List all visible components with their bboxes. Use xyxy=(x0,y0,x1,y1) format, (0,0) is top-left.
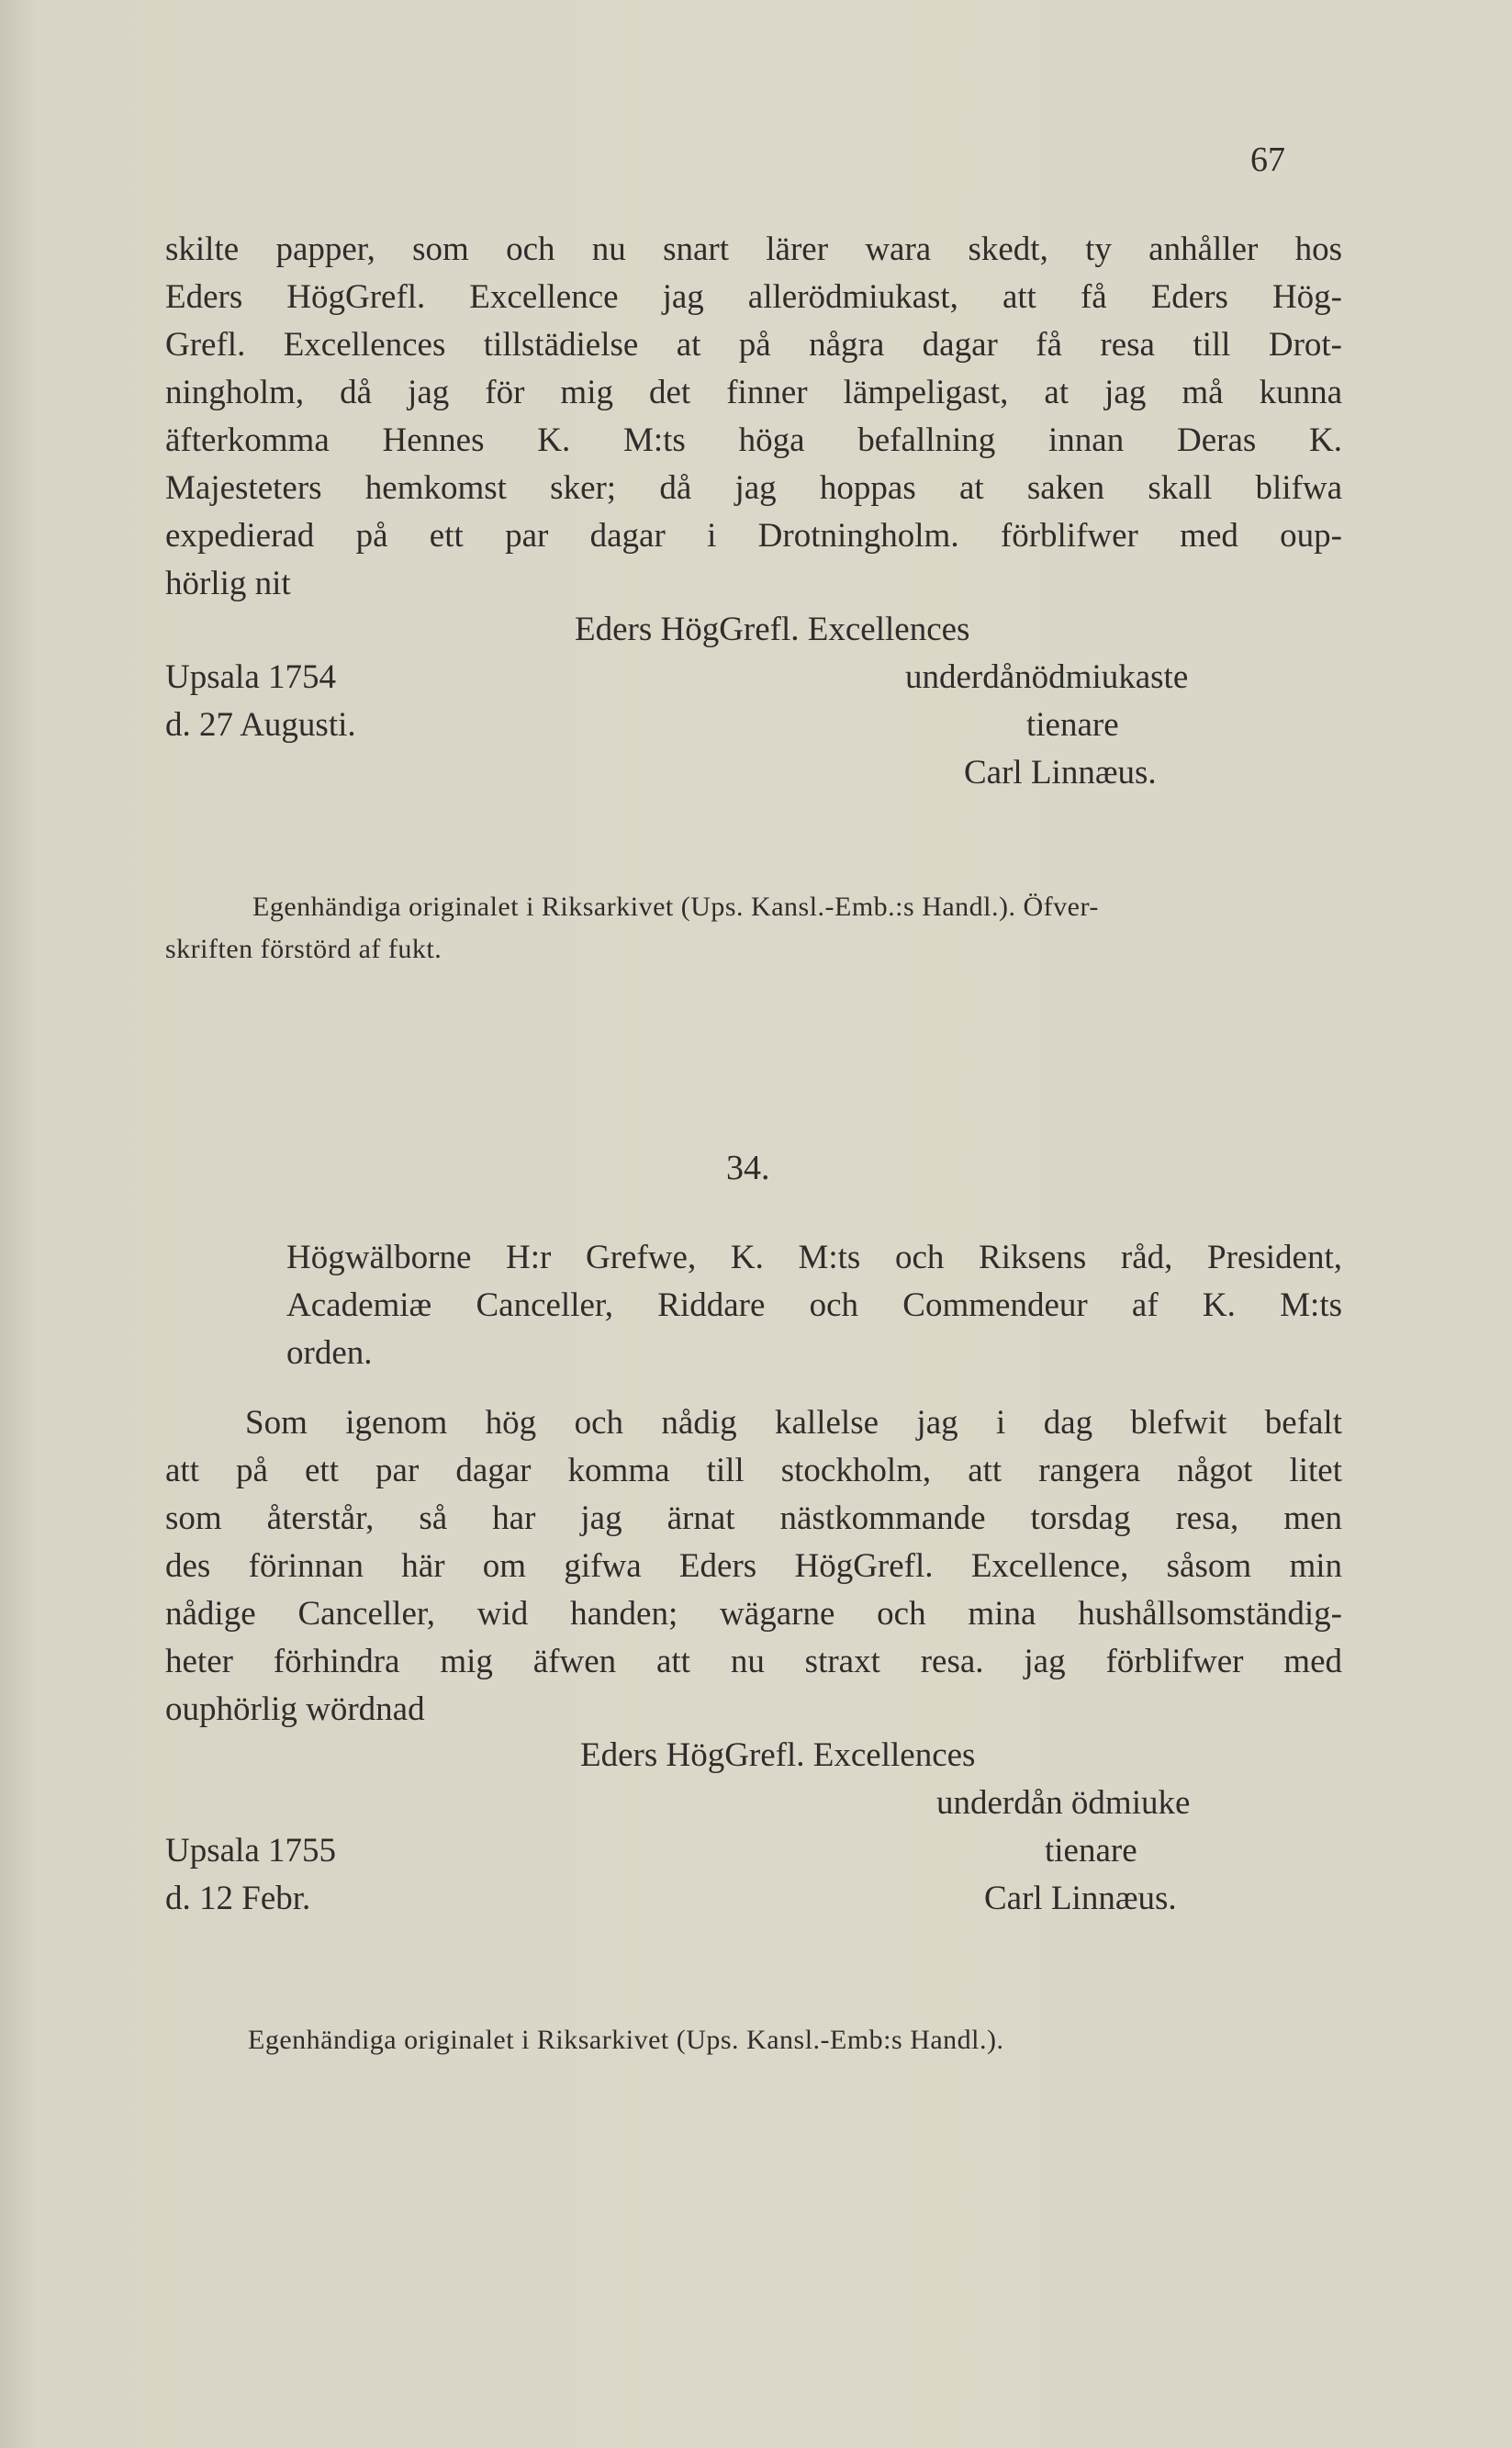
address-line: Högwälborne H:r Grefwe, K. M:ts och Riksens råd, President, xyxy=(286,1239,1342,1276)
letter2-line: Som igenom hög och nådig kallelse jag i dag blefwit befalt xyxy=(245,1404,1342,1442)
letter1-signature: Carl Linnæus. xyxy=(964,754,1157,792)
letter1-line: expedierad på ett par dagar i Drotningholm. förblifwer med oup- xyxy=(165,517,1342,555)
letter2-line: nådige Canceller, wid handen; wägarne och mina hushållsomständig- xyxy=(165,1595,1342,1633)
address-line: orden. xyxy=(286,1334,373,1372)
letter1-line: hörlig nit xyxy=(165,565,291,602)
letter1-date: d. 27 Augusti. xyxy=(165,706,356,744)
letter2-line: ouphörlig wördnad xyxy=(165,1690,425,1728)
letter1-servant: tienare xyxy=(1026,706,1119,744)
letter2-body xyxy=(165,1399,1342,1734)
letter2-closing: Eders HögGrefl. Excellences xyxy=(580,1736,976,1774)
letter1-line: Majesteters hemkomst sker; då jag hoppas at saken skall blifwa xyxy=(165,469,1342,507)
letter1-line: ningholm, då jag för mig det finner lämpeligast, at jag må kunna xyxy=(165,374,1342,411)
letter1-source-note-cont: skriften förstörd af fukt. xyxy=(165,934,442,964)
letter1-source-note: Egenhändiga originalet i Riksarkivet (Ups. Kansl.-Emb.:s Handl.). Öfver- xyxy=(252,892,1099,922)
letter1-closing: Eders HögGrefl. Excellences xyxy=(575,611,970,648)
letter1-body xyxy=(165,226,1342,608)
letter2-signature: Carl Linnæus. xyxy=(984,1880,1177,1917)
letter1-line: Eders HögGrefl. Excellence jag allerödmiukast, att få Eders Hög- xyxy=(165,278,1342,316)
letter1-line: äfterkomma Hennes K. M:ts höga befallning innan Deras K. xyxy=(165,421,1342,459)
letter1-place: Upsala 1754 xyxy=(165,658,336,696)
letter2-address xyxy=(286,1234,1342,1377)
letter2-source-note: Egenhändiga originalet i Riksarkivet (Ups. Kansl.-Emb:s Handl.). xyxy=(248,2025,1004,2055)
address-line: Academiæ Canceller, Riddare och Commendeur af K. M:ts xyxy=(286,1286,1342,1324)
letter-number: 34. xyxy=(726,1149,770,1187)
letter2-line: att på ett par dagar komma till stockholm, att rangera något litet xyxy=(165,1452,1342,1489)
letter2-line: som återstår, så har jag ärnat nästkommande torsdag resa, men xyxy=(165,1499,1342,1537)
letter1-line: Grefl. Excellences tillstädielse at på några dagar få resa till Drot- xyxy=(165,326,1342,364)
page-number: 67 xyxy=(1250,140,1285,179)
letter2-line: des förinnan här om gifwa Eders HögGrefl. Excellence, såsom min xyxy=(165,1547,1342,1585)
letter2-date: d. 12 Febr. xyxy=(165,1880,311,1917)
letter1-humble: underdånödmiukaste xyxy=(905,658,1189,696)
letter2-place: Upsala 1755 xyxy=(165,1832,336,1870)
letter1-line: skilte papper, som och nu snart lärer wara skedt, ty anhåller hos xyxy=(165,230,1342,268)
letter2-servant: tienare xyxy=(1045,1832,1137,1870)
letter2-line: heter förhindra mig äfwen att nu straxt resa. jag förblifwer med xyxy=(165,1643,1342,1680)
letter2-humble: underdån ödmiuke xyxy=(936,1784,1191,1822)
